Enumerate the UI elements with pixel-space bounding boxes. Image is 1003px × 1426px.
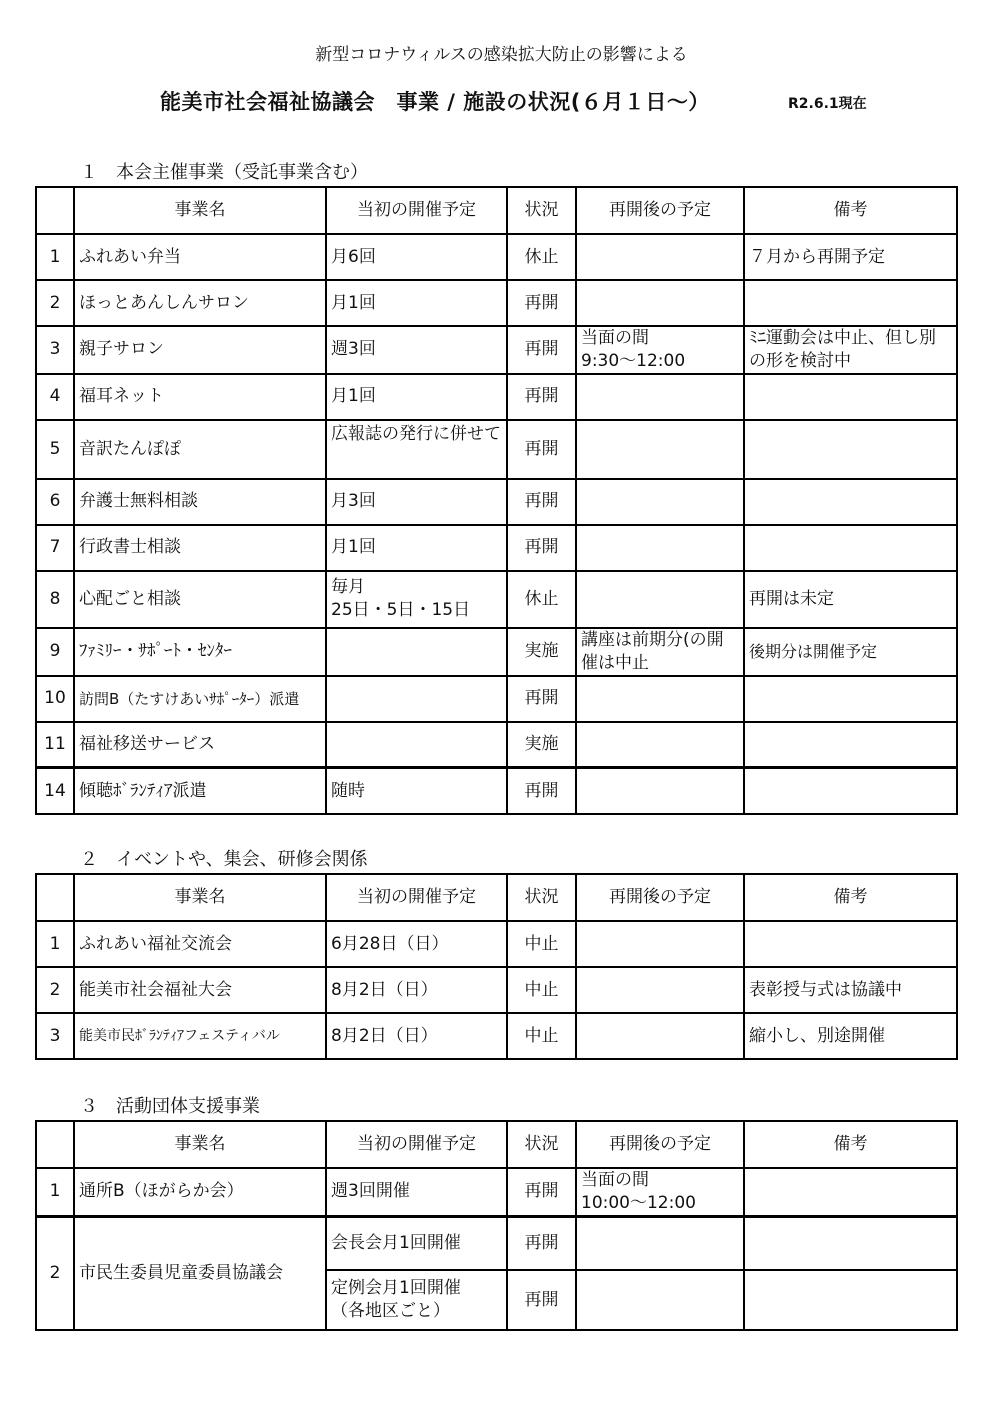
table-row: [36, 722, 957, 768]
document-title: 能美市社会福祉協議会 事業 / 施設の状況(６月１日～）: [160, 90, 710, 114]
table-row: [36, 374, 957, 420]
row-status: 再開: [507, 479, 576, 525]
header-status: 状況: [507, 187, 576, 234]
row-status: 再開: [507, 420, 576, 479]
section-1-title: １ 本会主催事業（受託事業含む）: [80, 162, 368, 183]
header-after: 再開後の予定: [576, 187, 744, 234]
row-after: [576, 571, 744, 628]
row-status: 再開: [507, 676, 576, 722]
row-plan: 月1回: [326, 374, 507, 420]
row-name: 心配ごと相談: [74, 571, 326, 628]
row-status: 実施: [507, 722, 576, 768]
row-status: 実施: [507, 628, 576, 676]
row-number: 10: [36, 676, 74, 722]
row-plan: [326, 722, 507, 768]
row-after: [576, 921, 744, 967]
row-after: [576, 374, 744, 420]
section-3-table: [35, 1120, 958, 1331]
row-after: [576, 420, 744, 479]
row-number: 1: [36, 921, 74, 967]
header-status: 状況: [507, 874, 576, 921]
row-plan: 週3回: [326, 326, 507, 374]
row-note: [744, 374, 957, 420]
row-number: 1: [36, 1168, 74, 1216]
table-row: [36, 921, 957, 967]
row-number: 5: [36, 420, 74, 479]
row-note: [744, 479, 957, 525]
row-after: [576, 234, 744, 280]
row-name: 市民生委員児童委員協議会: [74, 1216, 326, 1330]
row-status: 再開: [507, 768, 576, 814]
table-header-row: [36, 1121, 957, 1168]
row-after: [576, 525, 744, 571]
header-after: 再開後の予定: [576, 874, 744, 921]
header-name: 事業名: [74, 874, 326, 921]
row-plan: 月3回: [326, 479, 507, 525]
row-plan: 会長会月1回開催: [326, 1216, 507, 1270]
header-no: [36, 1121, 74, 1168]
row-after: [576, 1270, 744, 1330]
row-status: 再開: [507, 1216, 576, 1270]
row-note: ﾐﾆ運動会は中止、但し別の形を検討中: [744, 326, 957, 374]
row-plan: 広報誌の発行に併せて: [326, 420, 507, 479]
header-name: 事業名: [74, 1121, 326, 1168]
header-after: 再開後の予定: [576, 1121, 744, 1168]
row-note: [744, 280, 957, 326]
table-row: [36, 420, 957, 479]
table-row: [36, 676, 957, 722]
row-status: 再開: [507, 1270, 576, 1330]
row-status: 休止: [507, 234, 576, 280]
row-after: [576, 676, 744, 722]
row-after: 当面の間 9:30～12:00: [576, 326, 744, 374]
row-after: [576, 479, 744, 525]
row-name: 行政書士相談: [74, 525, 326, 571]
row-number: 9: [36, 628, 74, 676]
row-note: 再開は未定: [744, 571, 957, 628]
section-3-title: ３ 活動団体支援事業: [80, 1096, 260, 1117]
row-note: 縮小し、別途開催: [744, 1013, 957, 1059]
row-name: ふれあい弁当: [74, 234, 326, 280]
table-header-row: [36, 187, 957, 234]
row-after: [576, 1216, 744, 1270]
table-row: [36, 967, 957, 1013]
table-row: [36, 234, 957, 280]
row-note: [744, 525, 957, 571]
row-status: 再開: [507, 525, 576, 571]
row-plan: 6月28日（日）: [326, 921, 507, 967]
section-1-table: [35, 186, 958, 815]
row-number: 6: [36, 479, 74, 525]
row-name: 通所B（ほがらか会）: [74, 1168, 326, 1216]
row-note: 表彰授与式は協議中: [744, 967, 957, 1013]
table-row: [36, 326, 957, 374]
row-note: [744, 921, 957, 967]
header-note: 備考: [744, 187, 957, 234]
row-note: [744, 1216, 957, 1270]
row-plan: 随時: [326, 768, 507, 814]
row-note: ７月から再開予定: [744, 234, 957, 280]
section-2-title: ２ イベントや、集会、研修会関係: [80, 849, 368, 870]
table-row: [36, 280, 957, 326]
row-name: 能美市民ﾎﾞﾗﾝﾃｨｱフェスティバル: [74, 1013, 326, 1059]
row-plan: 月1回: [326, 525, 507, 571]
row-number: 3: [36, 326, 74, 374]
row-plan: 毎月 25日・5日・15日: [326, 571, 507, 628]
row-status: 中止: [507, 921, 576, 967]
row-note: [744, 768, 957, 814]
row-note: [744, 1270, 957, 1330]
row-status: 休止: [507, 571, 576, 628]
row-status: 再開: [507, 280, 576, 326]
row-status: 中止: [507, 1013, 576, 1059]
row-after: 当面の間 10:00～12:00: [576, 1168, 744, 1216]
table-row: [36, 628, 957, 676]
row-number: 8: [36, 571, 74, 628]
row-number: 4: [36, 374, 74, 420]
row-after: 講座は前期分(の開催は中止: [576, 628, 744, 676]
row-name: 福耳ネット: [74, 374, 326, 420]
row-note: [744, 722, 957, 768]
row-name: 福祉移送サービス: [74, 722, 326, 768]
row-plan: [326, 676, 507, 722]
table-row: [36, 571, 957, 628]
row-name: 訪問B（たすけあいｻﾎﾟｰﾀｰ）派遣: [74, 676, 326, 722]
row-after: [576, 967, 744, 1013]
header-plan: 当初の開催予定: [326, 874, 507, 921]
row-status: 再開: [507, 374, 576, 420]
header-note: 備考: [744, 1121, 957, 1168]
document-subtitle: 新型コロナウィルスの感染拡大防止の影響による: [315, 45, 688, 65]
table-row: [36, 1013, 957, 1059]
header-no: [36, 874, 74, 921]
row-note: [744, 676, 957, 722]
header-note: 備考: [744, 874, 957, 921]
row-name: 傾聴ﾎﾞﾗﾝﾃｨｱ派遣: [74, 768, 326, 814]
row-name: ふれあい福祉交流会: [74, 921, 326, 967]
row-number: 2: [36, 1216, 74, 1330]
row-number: 7: [36, 525, 74, 571]
row-plan: 8月2日（日）: [326, 967, 507, 1013]
row-plan: 月6回: [326, 234, 507, 280]
header-plan: 当初の開催予定: [326, 187, 507, 234]
table-row: [36, 1216, 957, 1270]
row-number: 1: [36, 234, 74, 280]
row-name: 能美市社会福祉大会: [74, 967, 326, 1013]
as-of-date: R2.6.1現在: [788, 96, 867, 112]
row-after: [576, 1013, 744, 1059]
row-name: 親子サロン: [74, 326, 326, 374]
table-row: [36, 479, 957, 525]
table-row: [36, 1168, 957, 1216]
section-2-table: [35, 873, 958, 1060]
row-after: [576, 768, 744, 814]
row-number: 3: [36, 1013, 74, 1059]
row-after: [576, 280, 744, 326]
row-status: 再開: [507, 326, 576, 374]
row-number: 14: [36, 768, 74, 814]
row-number: 2: [36, 967, 74, 1013]
row-note: 後期分は開催予定: [744, 628, 957, 676]
table-row: [36, 768, 957, 814]
row-plan: 8月2日（日）: [326, 1013, 507, 1059]
row-name: ほっとあんしんサロン: [74, 280, 326, 326]
row-name: ﾌｧﾐﾘｰ・ｻﾎﾟｰﾄ・ｾﾝﾀｰ: [74, 628, 326, 676]
row-number: 2: [36, 280, 74, 326]
title-row: [160, 86, 960, 118]
table-row: [36, 525, 957, 571]
header-name: 事業名: [74, 187, 326, 234]
row-note: [744, 1168, 957, 1216]
table-header-row: [36, 874, 957, 921]
row-after: [576, 722, 744, 768]
row-name: 弁護士無料相談: [74, 479, 326, 525]
row-plan: [326, 628, 507, 676]
row-number: 11: [36, 722, 74, 768]
row-plan: 週3回開催: [326, 1168, 507, 1216]
row-plan: 月1回: [326, 280, 507, 326]
header-plan: 当初の開催予定: [326, 1121, 507, 1168]
row-note: [744, 420, 957, 479]
header-status: 状況: [507, 1121, 576, 1168]
row-plan: 定例会月1回開催 （各地区ごと）: [326, 1270, 507, 1330]
row-name: 音訳たんぽぽ: [74, 420, 326, 479]
row-status: 中止: [507, 967, 576, 1013]
row-status: 再開: [507, 1168, 576, 1216]
header-no: [36, 187, 74, 234]
